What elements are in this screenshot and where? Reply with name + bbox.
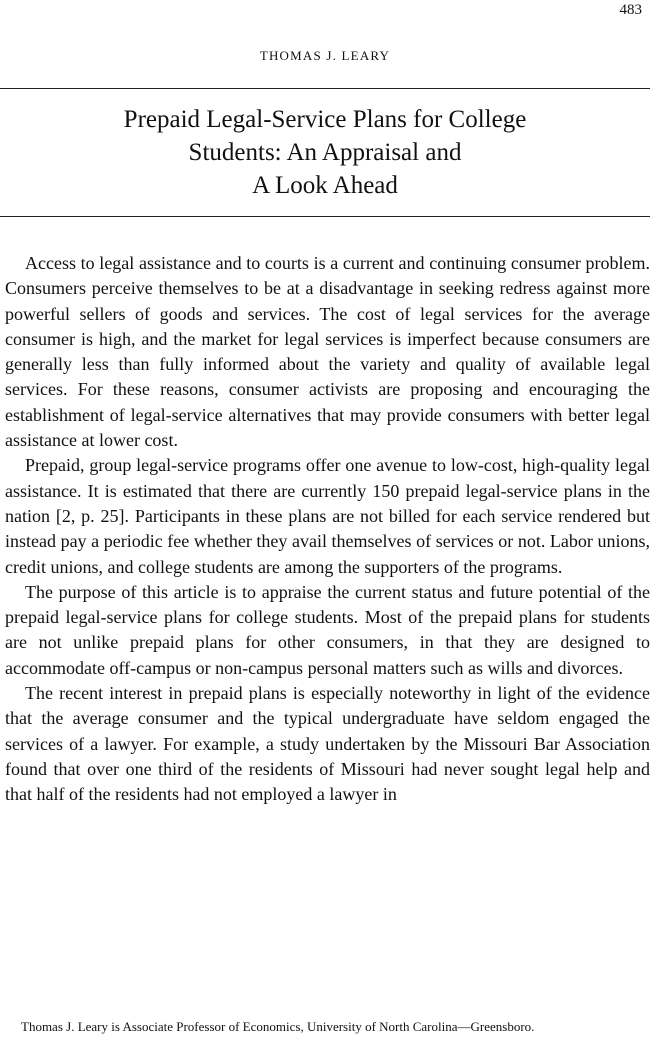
bottom-divider: [0, 216, 650, 217]
article-body: [5, 251, 650, 808]
body-paragraph: The purpose of this article is to appraise the current status and future potential of the prepaid legal-service plans for college students. Most of the prepaid plans for students are not unlike prepaid plans for other consumers, in that they are designed to accommodate off-campus or non-campus personal matters such as wills and divorces.: [5, 581, 650, 678]
body-paragraph: The recent interest in prepaid plans is especially noteworthy in light of the evidence that the average consumer and the typical undergraduate have seldom engaged the services of a lawyer. For example, a study undertaken by the Missouri Bar Association found that over one third of the residents of Missouri had never sought legal help and that half of the residents had not employed a lawyer in: [5, 683, 650, 805]
title-line: Prepaid Legal-Service Plans for College: [123, 106, 527, 133]
running-header-author: THOMAS J. LEARY: [259, 48, 391, 63]
author-footnote: Thomas J. Leary is Associate Professor of Economics, University of North Carolina—Greensboro.: [21, 1019, 535, 1034]
body-paragraph: Access to legal assistance and to courts is a current and continuing consumer problem. Consumers perceive themselves to be at a disadvantage in seeking redress against more powerful sellers of goods and services. The cost of legal services for the average consumer is high, and the market for legal services is imperfect because consumers are generally less than fully informed about the variety and quality of available legal services. For these reasons, consumer activists are proposing and encouraging the establishment of legal-service alternatives that may provide consumers with better legal assistance at lower cost.: [5, 253, 650, 451]
page-number: 483: [619, 2, 642, 18]
article-title: [0, 103, 650, 202]
title-line: A Look Ahead: [252, 172, 398, 199]
body-paragraph: Prepaid, group legal-service programs offer one avenue to low-cost, high-quality legal assistance. It is estimated that there are currently 150 prepaid legal-service plans in the nation [2, p. 25]. Participants in these plans are not billed for each service rendered but instead pay a periodic fee whether they avail themselves of services or not. Labor unions, credit unions, and college students are among the supporters of the programs.: [5, 455, 650, 577]
title-line: Students: An Appraisal and: [188, 139, 462, 166]
top-divider: [0, 88, 650, 89]
